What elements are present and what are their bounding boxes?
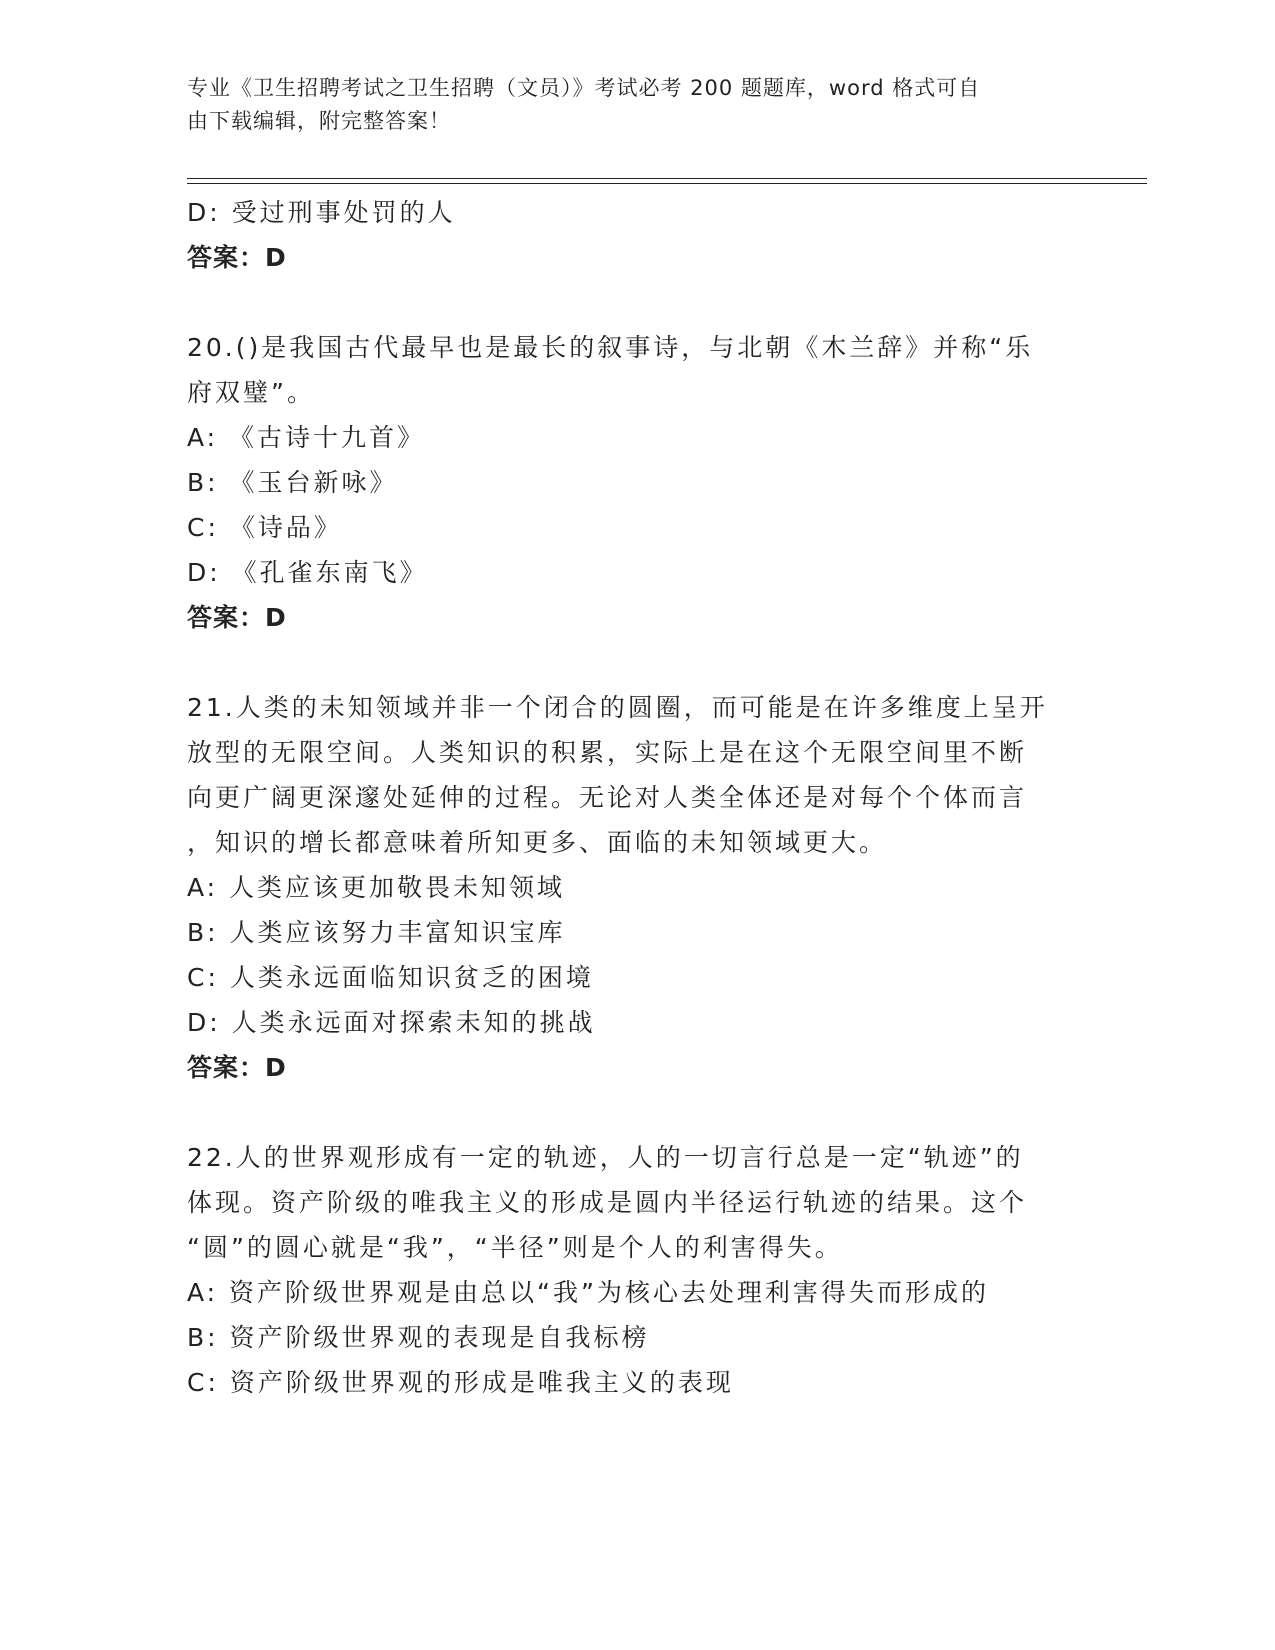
question-20-option-b: B: 《玉台新咏》: [187, 468, 398, 497]
question-21-text-4: ，知识的增长都意味着所知更多、面临的未知领域更大。: [187, 828, 888, 857]
header-divider: [187, 178, 1147, 184]
spacer: [187, 280, 1067, 325]
question-21-option-b: B: 人类应该努力丰富知识宝库: [187, 918, 566, 947]
question-21-option-d: D: 人类永远面对探索未知的挑战: [187, 1008, 596, 1037]
prev-answer: 答案：D: [187, 243, 287, 272]
header-line-1: 专业《卫生招聘考试之卫生招聘（文员）》考试必考 200 题题库，word 格式可自: [187, 76, 981, 100]
spacer: [187, 1090, 1067, 1135]
question-21-option-c: C: 人类永远面临知识贫乏的困境: [187, 963, 594, 992]
question-22-option-b: B: 资产阶级世界观的表现是自我标榜: [187, 1323, 650, 1352]
document-header: [187, 72, 1067, 138]
question-20-option-a: A: 《古诗十九首》: [187, 423, 426, 452]
question-20-text-1: 20.()是我国古代最早也是最长的叙事诗，与北朝《木兰辞》并称“乐: [187, 333, 1034, 362]
question-21-answer: 答案：D: [187, 1053, 287, 1082]
question-21-option-a: A: 人类应该更加敬畏未知领域: [187, 873, 566, 902]
question-21: [187, 685, 1067, 1090]
question-20-option-c: C: 《诗品》: [187, 513, 342, 542]
question-21-text-1: 21.人类的未知领域并非一个闭合的圆圈，而可能是在许多维度上呈开: [187, 693, 1048, 722]
spacer: [187, 640, 1067, 685]
question-22-text-2: 体现。资产阶级的唯我主义的形成是圆内半径运行轨迹的结果。这个: [187, 1188, 1028, 1217]
question-22-option-a: A: 资产阶级世界观是由总以“我”为核心去处理利害得失而形成的: [187, 1278, 989, 1307]
header-line-2: 由下载编辑，附完整答案！: [187, 109, 451, 133]
question-20: [187, 325, 1067, 640]
question-20-option-d: D: 《孔雀东南飞》: [187, 558, 428, 587]
question-20-text-2: 府双璧”。: [187, 378, 315, 407]
question-22-text-3: “圆”的圆心就是“我”，“半径”则是个人的利害得失。: [187, 1233, 843, 1262]
question-list: [187, 190, 1067, 1405]
question-21-text-3: 向更广阔更深邃处延伸的过程。无论对人类全体还是对每个个体而言: [187, 783, 1028, 812]
question-22: [187, 1135, 1067, 1405]
question-22-text-1: 22.人的世界观形成有一定的轨迹，人的一切言行总是一定“轨迹”的: [187, 1143, 1024, 1172]
question-22-option-c: C: 资产阶级世界观的形成是唯我主义的表现: [187, 1368, 734, 1397]
question-21-text-2: 放型的无限空间。人类知识的积累，实际上是在这个无限空间里不断: [187, 738, 1028, 767]
prev-option-d: D: 受过刑事处罚的人: [187, 198, 456, 227]
question-20-answer: 答案：D: [187, 603, 287, 632]
